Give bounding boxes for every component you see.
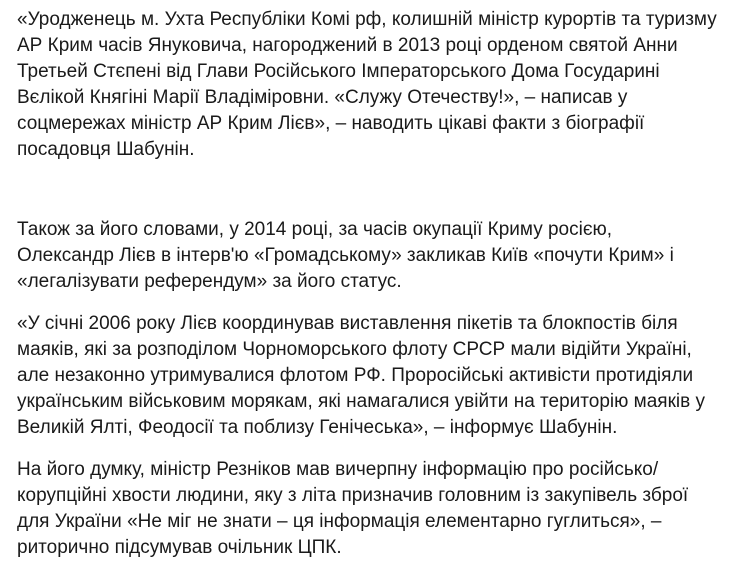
text-line: «У січні 2006 року Лієв координував виставлення пікетів та блокпостів біля: [17, 313, 678, 334]
paragraph-reznikov-opinion: [17, 457, 722, 561]
article-body: [17, 7, 722, 561]
text-line: «Уродженець м. Ухта Республіки Комі рф, колишній міністр курортів та туризму: [17, 9, 717, 30]
text-line: Вєлікой Княгіні Марії Владіміровни. «Служу Отечеству!», – написав у: [17, 87, 628, 108]
paragraph-quote-biography: [17, 7, 722, 163]
text-line: Третьей Стєпені від Глави Російського Імператорського Дома Государині: [17, 61, 660, 82]
text-line: АР Крим часів Януковича, нагороджений в 2013 році орденом святой Анни: [17, 35, 678, 56]
text-line: риторично підсумував очільник ЦПК.: [17, 537, 342, 558]
text-line: корупційні хвости людини, яку з літа призначив головним із закупівель зброї: [17, 485, 689, 506]
text-line: але незаконно утримувалися флотом РФ. Проросійські активісти протидіяли: [17, 365, 694, 386]
text-line: посадовця Шабунін.: [17, 139, 195, 160]
text-line: Великій Ялті, Феодосії та поблизу Генічеська», – інформує Шабунін.: [17, 417, 618, 438]
text-line: Олександр Лієв в інтерв'ю «Громадському» закликав Київ «почути Крим» і: [17, 245, 674, 266]
text-line: соцмережах міністр АР Крим Лієв», – наводить цікаві факти з біографії: [17, 113, 645, 134]
text-line: маяків, які за розподілом Чорноморського флоту СРСР мали відійти Україні,: [17, 339, 692, 360]
paragraph-quote-2006: [17, 311, 722, 441]
text-line: Також за його словами, у 2014 році, за часів окупації Криму росією,: [17, 219, 613, 240]
text-line: На його думку, міністр Резніков мав вичерпну інформацію про російсько/: [17, 459, 659, 480]
text-line: «легалізувати референдум» за його статус.: [17, 271, 402, 292]
paragraph-2014-statement: [17, 217, 722, 295]
text-line: українським військовим морякам, які намагалися увійти на територію маяків у: [17, 391, 705, 412]
text-line: для України «Не міг не знати – ця інформація елементарно гуглиться», –: [17, 511, 662, 532]
